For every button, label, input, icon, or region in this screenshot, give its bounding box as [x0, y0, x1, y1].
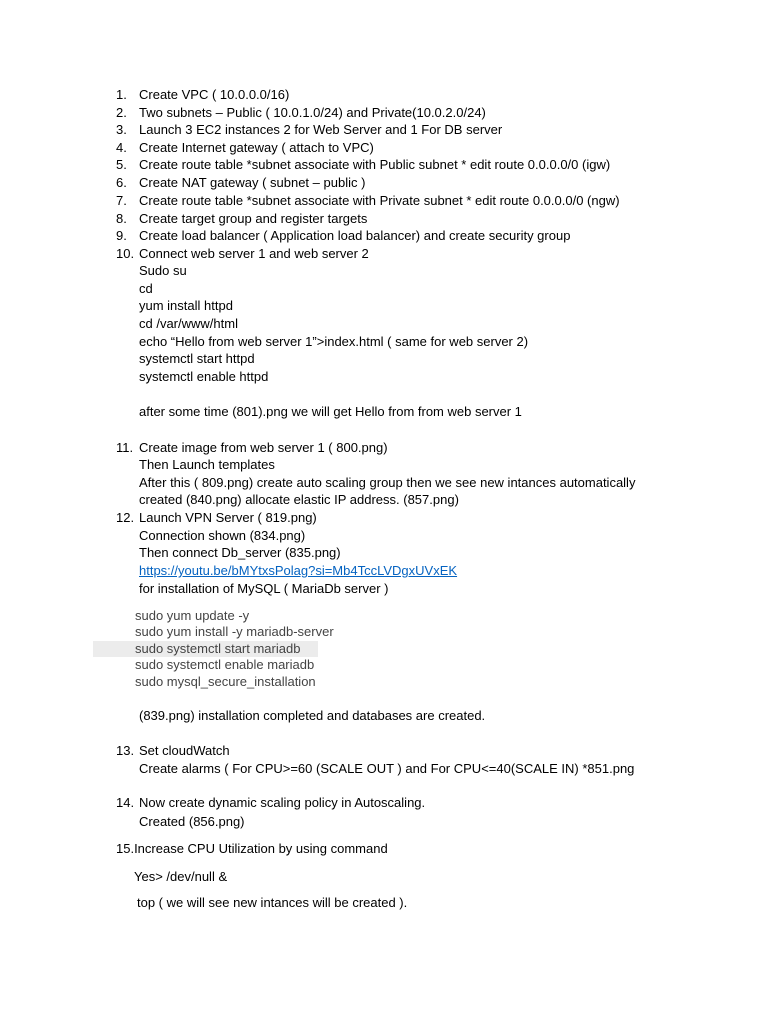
- item-number: 5.: [116, 157, 127, 172]
- item-number: 2.: [116, 105, 127, 120]
- item-number: 12.: [116, 510, 135, 525]
- item-text: Now create dynamic scaling policy in Autoscaling.: [139, 795, 426, 810]
- item-number: 10.: [116, 246, 135, 261]
- item-text: Create Internet gateway ( attach to VPC): [139, 140, 374, 155]
- item-number: 1.: [116, 87, 127, 102]
- youtube-link[interactable]: https://youtu.be/bMYtxsPolag?si=Mb4TccLVDgxUVxEK: [139, 563, 458, 578]
- item-text: Create route table *subnet associate with Public subnet * edit route 0.0.0.0/0 (igw): [139, 157, 611, 172]
- item-text: Create route table *subnet associate with Private subnet * edit route 0.0.0.0/0 (ngw): [139, 193, 620, 208]
- item-text: Connect web server 1 and web server 2: [139, 246, 369, 261]
- item-text: 15.Increase CPU Utilization by using command: [116, 841, 388, 856]
- item-text: Launch VPN Server ( 819.png): [139, 510, 317, 525]
- item-number: 9.: [116, 228, 127, 243]
- item-text: Create load balancer ( Application load balancer) and create security group: [139, 228, 571, 243]
- item-text: Create NAT gateway ( subnet – public ): [139, 175, 366, 190]
- item-number: 8.: [116, 211, 127, 226]
- item-number: 7.: [116, 193, 127, 208]
- item-text: Set cloudWatch: [139, 743, 230, 758]
- item-number: 6.: [116, 175, 127, 190]
- item-number: 13.: [116, 743, 135, 758]
- item-text: Create image from web server 1 ( 800.png): [139, 440, 388, 455]
- item-number: 3.: [116, 122, 127, 137]
- item-text: Two subnets – Public ( 10.0.1.0/24) and Private(10.0.2.0/24): [139, 105, 486, 120]
- item-number: 14.: [116, 795, 135, 810]
- item-text: Launch 3 EC2 instances 2 for Web Server and 1 For DB server: [139, 122, 503, 137]
- item-number: 11.: [116, 440, 134, 455]
- item-number: 4.: [116, 140, 127, 155]
- item-text: Create VPC ( 10.0.0.0/16): [139, 87, 290, 102]
- item-text: Create target group and register targets: [139, 211, 368, 226]
